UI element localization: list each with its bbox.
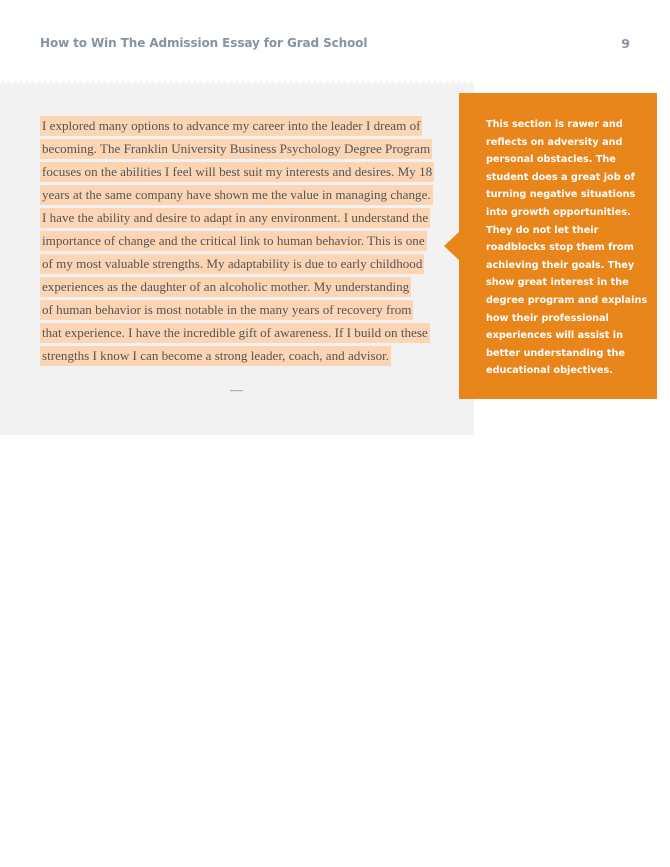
essay-line-text: focuses on the abilities I feel will best suit my interests and desires. My 18	[40, 162, 434, 182]
page-header	[40, 36, 630, 56]
essay-line-text: years at the same company have shown me the value in managing change.	[40, 185, 433, 205]
page-number: 9	[621, 36, 630, 51]
commentary-line: roadblocks stop them from	[486, 242, 634, 254]
essay-line-text: strengths I know I can become a strong leader, coach, and advisor.	[40, 346, 391, 366]
commentary-line: reflects on adversity and	[486, 136, 623, 148]
essay-line	[40, 321, 440, 344]
essay-line	[40, 229, 440, 252]
commentary-line: student does a great job of	[486, 171, 635, 183]
commentary-line: degree program and explains	[486, 294, 648, 306]
commentary-line: better understanding the	[486, 347, 625, 359]
essay-line	[40, 298, 440, 321]
commentary-line: achieving their goals. They	[486, 259, 635, 271]
commentary-line: how their professional	[486, 312, 609, 324]
essay-line-text: I have the ability and desire to adapt in any environment. I understand the	[40, 208, 430, 228]
commentary-line: They do not let their	[486, 224, 599, 236]
essay-line	[40, 206, 440, 229]
commentary-line: personal obstacles. The	[486, 154, 616, 166]
essay-line	[40, 275, 440, 298]
commentary-line: into growth opportunities.	[486, 206, 631, 218]
essay-line-text: I explored many options to advance my career into the leader I dream of	[40, 116, 422, 136]
essay-line	[40, 114, 440, 137]
commentary-line: experiences will assist in	[486, 330, 624, 342]
essay-line-text: of human behavior is most notable in the many years of recovery from	[40, 300, 413, 320]
commentary-line: educational objectives.	[486, 365, 613, 377]
essay-excerpt	[40, 114, 440, 367]
commentary-line: turning negative situations	[486, 189, 636, 201]
essay-line	[40, 344, 440, 367]
commentary-text	[486, 116, 648, 380]
essay-line	[40, 137, 440, 160]
essay-line	[40, 183, 440, 206]
document-title: How to Win The Admission Essay for Grad School	[40, 36, 368, 50]
commentary-line: show great interest in the	[486, 277, 629, 289]
essay-line	[40, 252, 440, 275]
comment-pointer	[444, 231, 460, 261]
commentary-line: This section is rawer and	[486, 119, 623, 130]
essay-line	[40, 160, 440, 183]
section-separator: —	[230, 382, 243, 397]
essay-line-text: of my most valuable strengths. My adaptability is due to early childhood	[40, 254, 424, 274]
essay-line-text: that experience. I have the incredible gift of awareness. If I build on these	[40, 323, 430, 343]
essay-line-text: becoming. The Franklin University Business Psychology Degree Program	[40, 139, 432, 159]
essay-line-text: importance of change and the critical link to human behavior. This is one	[40, 231, 427, 251]
essay-line-text: experiences as the daughter of an alcoholic mother. My understanding	[40, 277, 411, 297]
